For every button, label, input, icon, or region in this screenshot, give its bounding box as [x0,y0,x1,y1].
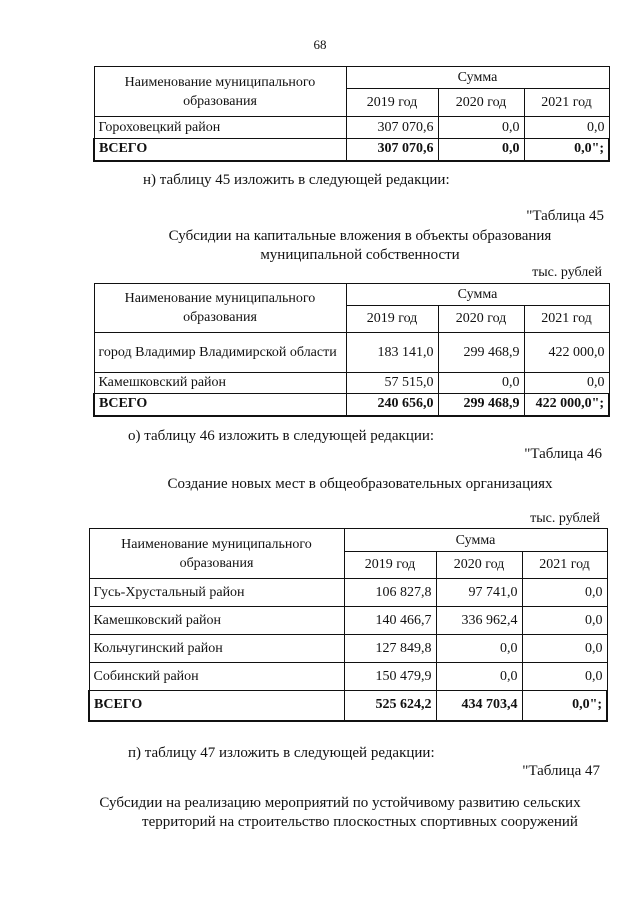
cell-2020: 336 962,4 [436,607,522,635]
total-row [94,394,609,416]
cell-2019: 106 827,8 [344,579,436,607]
row-name: Камешковский район [89,607,344,635]
cell-2021: 0,0 [522,635,607,663]
table-47-title-line1: Субсидии на реализацию мероприятий по устойчивому развитию сельских [99,795,581,811]
table-row [94,333,609,373]
cell-2021: 0,0 [522,579,607,607]
total-2021: 0,0"; [522,691,607,721]
table-row [94,373,609,394]
header-sum: Сумма [344,529,607,552]
row-name: Кольчугинский район [89,635,344,663]
paragraph-o: о) таблицу 46 изложить в следующей редакции: [128,428,435,444]
table-row [89,663,607,691]
total-2020: 434 703,4 [436,691,522,721]
header-year: 2021 год [524,306,609,333]
header-name: Наименование муниципального образования [89,529,344,579]
table-47-mark: "Таблица 47 [522,763,600,779]
row-name: город Владимир Владимирской области [94,333,346,373]
header-year: 2019 год [344,552,436,579]
table-44 [93,66,610,162]
cell-2019: 307 070,6 [346,117,438,139]
header-year: 2021 год [524,89,609,117]
total-2020: 299 468,9 [438,394,524,416]
table-46-mark: "Таблица 46 [524,446,602,462]
cell-2020: 97 741,0 [436,579,522,607]
page-number: 68 [313,37,327,52]
cell-2021: 0,0 [524,373,609,394]
table-45-title-line2: муниципальной собственности [260,247,460,263]
total-2019: 240 656,0 [346,394,438,416]
cell-2020: 299 468,9 [438,333,524,373]
total-label: ВСЕГО [94,139,346,161]
table-row [89,635,607,663]
row-name: Собинский район [89,663,344,691]
total-2021: 422 000,0"; [524,394,609,416]
header-year: 2020 год [436,552,522,579]
header-sum: Сумма [346,67,609,89]
cell-2019: 127 849,8 [344,635,436,663]
total-2019: 525 624,2 [344,691,436,721]
header-year: 2019 год [346,89,438,117]
paragraph-p: п) таблицу 47 изложить в следующей редакции: [128,745,435,761]
header-name: Наименование муниципального образования [94,67,346,117]
header-year: 2019 год [346,306,438,333]
table-row [94,117,609,139]
table-45-title-line1: Субсидии на капитальные вложения в объекты образования [168,228,552,244]
header-sum: Сумма [346,284,609,306]
cell-2021: 0,0 [522,663,607,691]
total-2020: 0,0 [438,139,524,161]
table-46-title: Создание новых мест в общеобразовательных организациях [167,476,553,492]
table-45 [93,283,610,417]
cell-2019: 150 479,9 [344,663,436,691]
header-year: 2021 год [522,552,607,579]
row-name: Гусь-Хрустальный район [89,579,344,607]
header-year: 2020 год [438,89,524,117]
total-row [89,691,607,721]
table-45-units: тыс. рублей [532,265,602,280]
total-label: ВСЕГО [89,691,344,721]
total-2021: 0,0"; [524,139,609,161]
header-name: Наименование муниципального образования [94,284,346,333]
table-46-units: тыс. рублей [530,511,600,526]
cell-2021: 422 000,0 [524,333,609,373]
cell-2019: 57 515,0 [346,373,438,394]
table-45-mark: "Таблица 45 [526,208,604,224]
row-name: Гороховецкий район [94,117,346,139]
total-label: ВСЕГО [94,394,346,416]
cell-2021: 0,0 [524,117,609,139]
total-2019: 307 070,6 [346,139,438,161]
total-row [94,139,609,161]
table-47-title-line2: территорий на строительство плоскостных спортивных сооружений [142,814,578,830]
cell-2020: 0,0 [438,117,524,139]
cell-2019: 183 141,0 [346,333,438,373]
header-year: 2020 год [438,306,524,333]
cell-2020: 0,0 [438,373,524,394]
row-name: Камешковский район [94,373,346,394]
cell-2021: 0,0 [522,607,607,635]
table-46 [88,528,608,722]
paragraph-n: н) таблицу 45 изложить в следующей редакции: [143,172,450,188]
cell-2020: 0,0 [436,635,522,663]
cell-2020: 0,0 [436,663,522,691]
table-row [89,579,607,607]
table-row [89,607,607,635]
cell-2019: 140 466,7 [344,607,436,635]
